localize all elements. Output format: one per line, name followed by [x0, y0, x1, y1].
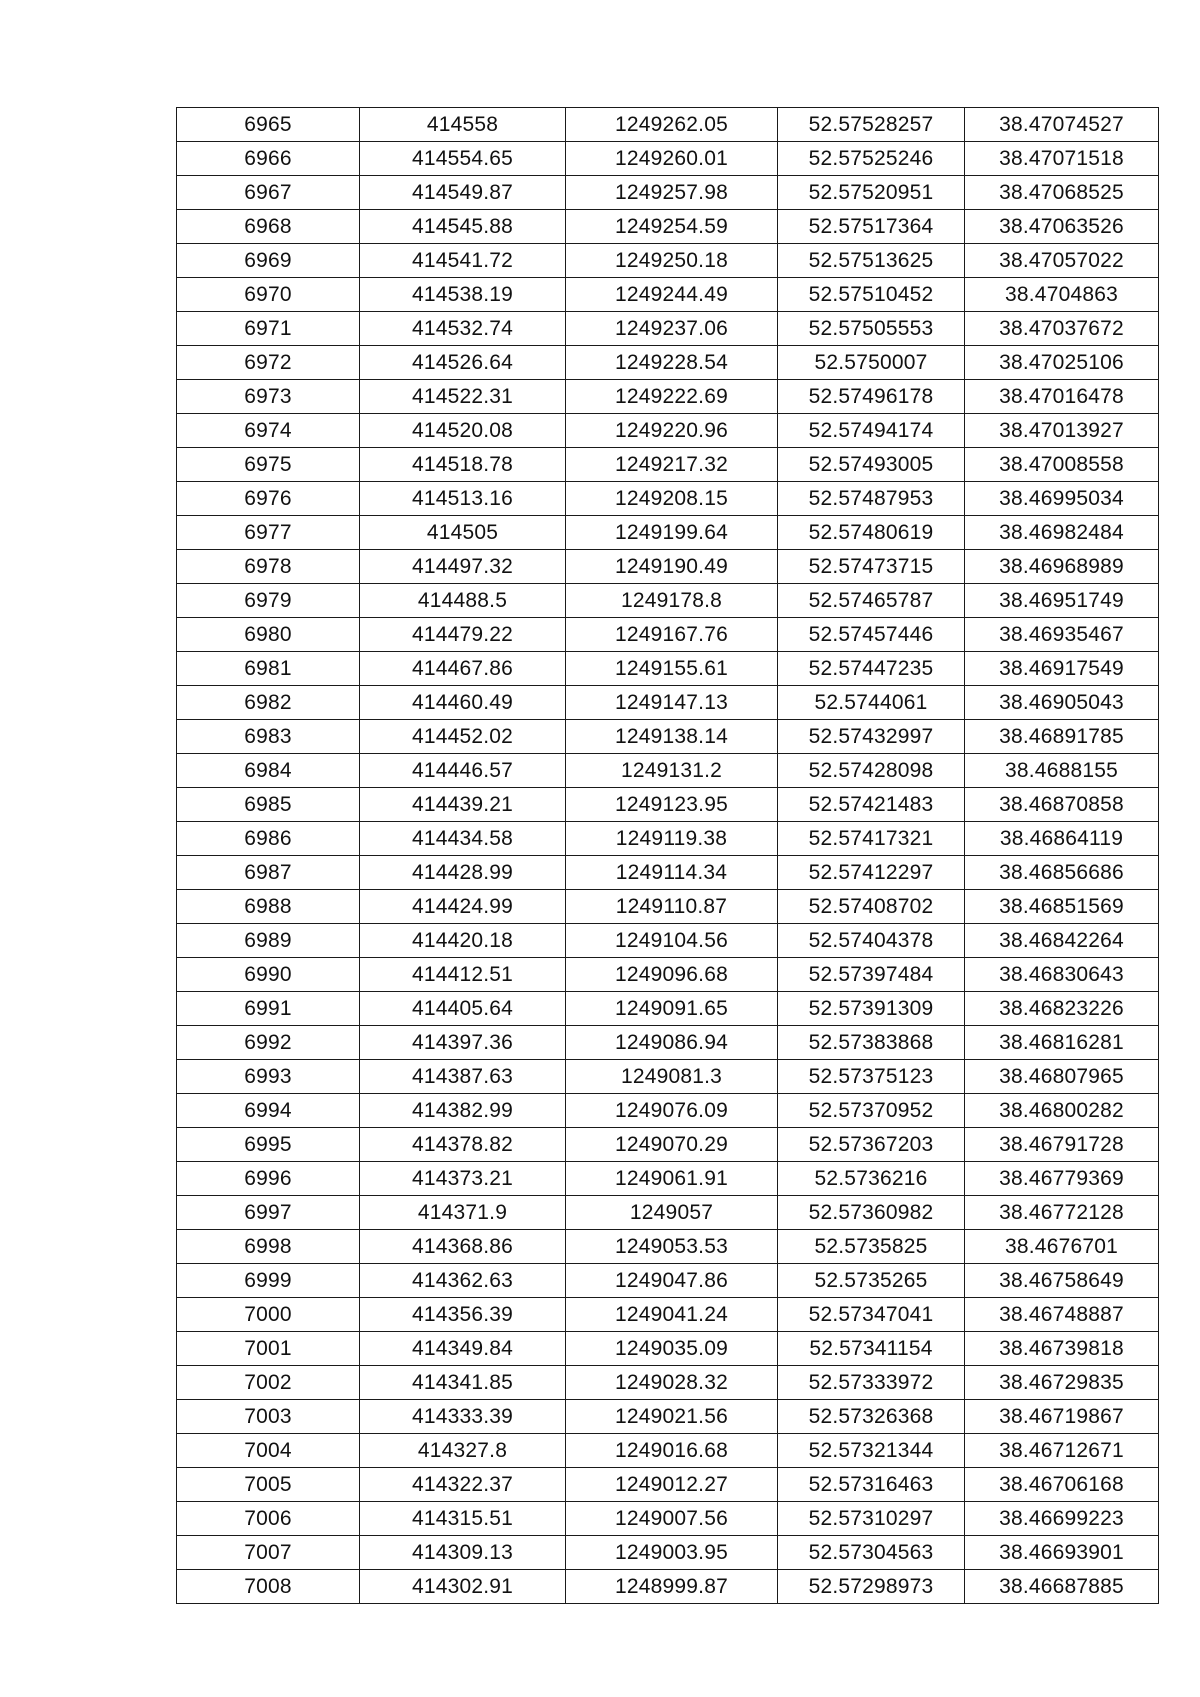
point-number-cell: 6974 [177, 414, 360, 448]
y-coordinate-cell: 1249257.98 [566, 176, 778, 210]
y-coordinate-cell: 1249262.05 [566, 108, 778, 142]
table-row [177, 448, 1159, 482]
point-number-cell: 6994 [177, 1094, 360, 1128]
longitude-cell: 38.46699223 [965, 1502, 1159, 1536]
coordinate-table [176, 107, 1159, 1604]
table-row [177, 652, 1159, 686]
point-number-cell: 6983 [177, 720, 360, 754]
y-coordinate-cell: 1249190.49 [566, 550, 778, 584]
table-row [177, 278, 1159, 312]
x-coordinate-cell: 414497.32 [360, 550, 566, 584]
longitude-cell: 38.46791728 [965, 1128, 1159, 1162]
y-coordinate-cell: 1249070.29 [566, 1128, 778, 1162]
table-row [177, 1400, 1159, 1434]
longitude-cell: 38.4704863 [965, 278, 1159, 312]
y-coordinate-cell: 1249096.68 [566, 958, 778, 992]
table-row [177, 550, 1159, 584]
table-row [177, 1502, 1159, 1536]
latitude-cell: 52.57428098 [778, 754, 965, 788]
longitude-cell: 38.47013927 [965, 414, 1159, 448]
longitude-cell: 38.47008558 [965, 448, 1159, 482]
point-number-cell: 6970 [177, 278, 360, 312]
point-number-cell: 6998 [177, 1230, 360, 1264]
x-coordinate-cell: 414397.36 [360, 1026, 566, 1060]
latitude-cell: 52.57487953 [778, 482, 965, 516]
point-number-cell: 6988 [177, 890, 360, 924]
table-row [177, 856, 1159, 890]
point-number-cell: 6982 [177, 686, 360, 720]
latitude-cell: 52.57421483 [778, 788, 965, 822]
y-coordinate-cell: 1249057 [566, 1196, 778, 1230]
latitude-cell: 52.57494174 [778, 414, 965, 448]
x-coordinate-cell: 414349.84 [360, 1332, 566, 1366]
x-coordinate-cell: 414341.85 [360, 1366, 566, 1400]
y-coordinate-cell: 1249104.56 [566, 924, 778, 958]
x-coordinate-cell: 414356.39 [360, 1298, 566, 1332]
x-coordinate-cell: 414315.51 [360, 1502, 566, 1536]
longitude-cell: 38.46856686 [965, 856, 1159, 890]
point-number-cell: 6986 [177, 822, 360, 856]
x-coordinate-cell: 414387.63 [360, 1060, 566, 1094]
y-coordinate-cell: 1249041.24 [566, 1298, 778, 1332]
longitude-cell: 38.46830643 [965, 958, 1159, 992]
point-number-cell: 7007 [177, 1536, 360, 1570]
table-row [177, 1060, 1159, 1094]
longitude-cell: 38.46719867 [965, 1400, 1159, 1434]
table-row [177, 1434, 1159, 1468]
longitude-cell: 38.47071518 [965, 142, 1159, 176]
longitude-cell: 38.46905043 [965, 686, 1159, 720]
longitude-cell: 38.46951749 [965, 584, 1159, 618]
longitude-cell: 38.46693901 [965, 1536, 1159, 1570]
latitude-cell: 52.5735825 [778, 1230, 965, 1264]
latitude-cell: 52.57298973 [778, 1570, 965, 1604]
point-number-cell: 6997 [177, 1196, 360, 1230]
table-row [177, 1230, 1159, 1264]
table-row [177, 142, 1159, 176]
point-number-cell: 6987 [177, 856, 360, 890]
latitude-cell: 52.57513625 [778, 244, 965, 278]
latitude-cell: 52.5735265 [778, 1264, 965, 1298]
y-coordinate-cell: 1249260.01 [566, 142, 778, 176]
table-row [177, 1468, 1159, 1502]
y-coordinate-cell: 1249091.65 [566, 992, 778, 1026]
x-coordinate-cell: 414479.22 [360, 618, 566, 652]
latitude-cell: 52.57525246 [778, 142, 965, 176]
y-coordinate-cell: 1249012.27 [566, 1468, 778, 1502]
latitude-cell: 52.5744061 [778, 686, 965, 720]
y-coordinate-cell: 1249076.09 [566, 1094, 778, 1128]
table-row [177, 1162, 1159, 1196]
longitude-cell: 38.46807965 [965, 1060, 1159, 1094]
y-coordinate-cell: 1249155.61 [566, 652, 778, 686]
longitude-cell: 38.46891785 [965, 720, 1159, 754]
longitude-cell: 38.46968989 [965, 550, 1159, 584]
point-number-cell: 7005 [177, 1468, 360, 1502]
point-number-cell: 6969 [177, 244, 360, 278]
latitude-cell: 52.57412297 [778, 856, 965, 890]
y-coordinate-cell: 1249147.13 [566, 686, 778, 720]
y-coordinate-cell: 1249228.54 [566, 346, 778, 380]
latitude-cell: 52.5750007 [778, 346, 965, 380]
latitude-cell: 52.57375123 [778, 1060, 965, 1094]
table-row [177, 346, 1159, 380]
longitude-cell: 38.46870858 [965, 788, 1159, 822]
table-row [177, 414, 1159, 448]
y-coordinate-cell: 1249123.95 [566, 788, 778, 822]
y-coordinate-cell: 1249217.32 [566, 448, 778, 482]
latitude-cell: 52.57473715 [778, 550, 965, 584]
x-coordinate-cell: 414446.57 [360, 754, 566, 788]
point-number-cell: 6992 [177, 1026, 360, 1060]
longitude-cell: 38.46800282 [965, 1094, 1159, 1128]
y-coordinate-cell: 1249244.49 [566, 278, 778, 312]
point-number-cell: 6985 [177, 788, 360, 822]
y-coordinate-cell: 1249021.56 [566, 1400, 778, 1434]
latitude-cell: 52.57360982 [778, 1196, 965, 1230]
point-number-cell: 7008 [177, 1570, 360, 1604]
latitude-cell: 52.57304563 [778, 1536, 965, 1570]
latitude-cell: 52.57397484 [778, 958, 965, 992]
latitude-cell: 52.57520951 [778, 176, 965, 210]
x-coordinate-cell: 414412.51 [360, 958, 566, 992]
latitude-cell: 52.57326368 [778, 1400, 965, 1434]
longitude-cell: 38.4676701 [965, 1230, 1159, 1264]
y-coordinate-cell: 1249016.68 [566, 1434, 778, 1468]
x-coordinate-cell: 414428.99 [360, 856, 566, 890]
latitude-cell: 52.57417321 [778, 822, 965, 856]
x-coordinate-cell: 414439.21 [360, 788, 566, 822]
x-coordinate-cell: 414541.72 [360, 244, 566, 278]
table-row [177, 1298, 1159, 1332]
y-coordinate-cell: 1249237.06 [566, 312, 778, 346]
table-row [177, 244, 1159, 278]
point-number-cell: 6993 [177, 1060, 360, 1094]
table-row [177, 108, 1159, 142]
y-coordinate-cell: 1249131.2 [566, 754, 778, 788]
y-coordinate-cell: 1249081.3 [566, 1060, 778, 1094]
x-coordinate-cell: 414434.58 [360, 822, 566, 856]
latitude-cell: 52.57333972 [778, 1366, 965, 1400]
point-number-cell: 6980 [177, 618, 360, 652]
longitude-cell: 38.46842264 [965, 924, 1159, 958]
longitude-cell: 38.46823226 [965, 992, 1159, 1026]
latitude-cell: 52.57517364 [778, 210, 965, 244]
x-coordinate-cell: 414513.16 [360, 482, 566, 516]
y-coordinate-cell: 1249254.59 [566, 210, 778, 244]
x-coordinate-cell: 414373.21 [360, 1162, 566, 1196]
table-row [177, 380, 1159, 414]
longitude-cell: 38.4688155 [965, 754, 1159, 788]
latitude-cell: 52.57408702 [778, 890, 965, 924]
coordinate-table-body [177, 108, 1159, 1604]
latitude-cell: 52.57321344 [778, 1434, 965, 1468]
longitude-cell: 38.46935467 [965, 618, 1159, 652]
latitude-cell: 52.57465787 [778, 584, 965, 618]
latitude-cell: 52.57480619 [778, 516, 965, 550]
x-coordinate-cell: 414405.64 [360, 992, 566, 1026]
longitude-cell: 38.46687885 [965, 1570, 1159, 1604]
longitude-cell: 38.46864119 [965, 822, 1159, 856]
x-coordinate-cell: 414378.82 [360, 1128, 566, 1162]
point-number-cell: 6976 [177, 482, 360, 516]
table-row [177, 822, 1159, 856]
longitude-cell: 38.46851569 [965, 890, 1159, 924]
table-row [177, 1570, 1159, 1604]
y-coordinate-cell: 1249199.64 [566, 516, 778, 550]
x-coordinate-cell: 414558 [360, 108, 566, 142]
x-coordinate-cell: 414549.87 [360, 176, 566, 210]
longitude-cell: 38.46772128 [965, 1196, 1159, 1230]
x-coordinate-cell: 414327.8 [360, 1434, 566, 1468]
x-coordinate-cell: 414460.49 [360, 686, 566, 720]
point-number-cell: 6991 [177, 992, 360, 1026]
x-coordinate-cell: 414371.9 [360, 1196, 566, 1230]
x-coordinate-cell: 414545.88 [360, 210, 566, 244]
table-row [177, 754, 1159, 788]
y-coordinate-cell: 1249220.96 [566, 414, 778, 448]
y-coordinate-cell: 1249028.32 [566, 1366, 778, 1400]
point-number-cell: 6995 [177, 1128, 360, 1162]
point-number-cell: 6977 [177, 516, 360, 550]
x-coordinate-cell: 414488.5 [360, 584, 566, 618]
point-number-cell: 6967 [177, 176, 360, 210]
longitude-cell: 38.47057022 [965, 244, 1159, 278]
point-number-cell: 6989 [177, 924, 360, 958]
table-row [177, 312, 1159, 346]
table-row [177, 482, 1159, 516]
point-number-cell: 7000 [177, 1298, 360, 1332]
latitude-cell: 52.57510452 [778, 278, 965, 312]
longitude-cell: 38.47025106 [965, 346, 1159, 380]
y-coordinate-cell: 1249035.09 [566, 1332, 778, 1366]
x-coordinate-cell: 414467.86 [360, 652, 566, 686]
y-coordinate-cell: 1249208.15 [566, 482, 778, 516]
longitude-cell: 38.46729835 [965, 1366, 1159, 1400]
y-coordinate-cell: 1249222.69 [566, 380, 778, 414]
y-coordinate-cell: 1249178.8 [566, 584, 778, 618]
y-coordinate-cell: 1249053.53 [566, 1230, 778, 1264]
x-coordinate-cell: 414362.63 [360, 1264, 566, 1298]
x-coordinate-cell: 414520.08 [360, 414, 566, 448]
x-coordinate-cell: 414322.37 [360, 1468, 566, 1502]
point-number-cell: 7004 [177, 1434, 360, 1468]
table-row [177, 1536, 1159, 1570]
y-coordinate-cell: 1249138.14 [566, 720, 778, 754]
x-coordinate-cell: 414302.91 [360, 1570, 566, 1604]
point-number-cell: 6966 [177, 142, 360, 176]
table-row [177, 686, 1159, 720]
latitude-cell: 52.57404378 [778, 924, 965, 958]
point-number-cell: 6990 [177, 958, 360, 992]
latitude-cell: 52.5736216 [778, 1162, 965, 1196]
table-row [177, 1264, 1159, 1298]
longitude-cell: 38.46758649 [965, 1264, 1159, 1298]
latitude-cell: 52.57310297 [778, 1502, 965, 1536]
latitude-cell: 52.57432997 [778, 720, 965, 754]
y-coordinate-cell: 1249061.91 [566, 1162, 778, 1196]
table-row [177, 1128, 1159, 1162]
table-row [177, 1366, 1159, 1400]
longitude-cell: 38.46995034 [965, 482, 1159, 516]
table-row [177, 924, 1159, 958]
point-number-cell: 6965 [177, 108, 360, 142]
longitude-cell: 38.46779369 [965, 1162, 1159, 1196]
y-coordinate-cell: 1248999.87 [566, 1570, 778, 1604]
table-row [177, 958, 1159, 992]
y-coordinate-cell: 1249167.76 [566, 618, 778, 652]
latitude-cell: 52.57493005 [778, 448, 965, 482]
latitude-cell: 52.57457446 [778, 618, 965, 652]
point-number-cell: 6999 [177, 1264, 360, 1298]
x-coordinate-cell: 414382.99 [360, 1094, 566, 1128]
point-number-cell: 6979 [177, 584, 360, 618]
point-number-cell: 7003 [177, 1400, 360, 1434]
table-row [177, 584, 1159, 618]
longitude-cell: 38.47074527 [965, 108, 1159, 142]
point-number-cell: 6975 [177, 448, 360, 482]
latitude-cell: 52.57447235 [778, 652, 965, 686]
x-coordinate-cell: 414532.74 [360, 312, 566, 346]
latitude-cell: 52.57347041 [778, 1298, 965, 1332]
table-row [177, 516, 1159, 550]
point-number-cell: 7006 [177, 1502, 360, 1536]
table-row [177, 1094, 1159, 1128]
table-row [177, 210, 1159, 244]
longitude-cell: 38.46712671 [965, 1434, 1159, 1468]
y-coordinate-cell: 1249086.94 [566, 1026, 778, 1060]
longitude-cell: 38.47068525 [965, 176, 1159, 210]
y-coordinate-cell: 1249114.34 [566, 856, 778, 890]
latitude-cell: 52.57370952 [778, 1094, 965, 1128]
point-number-cell: 6978 [177, 550, 360, 584]
x-coordinate-cell: 414554.65 [360, 142, 566, 176]
longitude-cell: 38.46917549 [965, 652, 1159, 686]
y-coordinate-cell: 1249003.95 [566, 1536, 778, 1570]
x-coordinate-cell: 414526.64 [360, 346, 566, 380]
y-coordinate-cell: 1249110.87 [566, 890, 778, 924]
table-row [177, 1196, 1159, 1230]
latitude-cell: 52.57505553 [778, 312, 965, 346]
longitude-cell: 38.47037672 [965, 312, 1159, 346]
y-coordinate-cell: 1249250.18 [566, 244, 778, 278]
x-coordinate-cell: 414522.31 [360, 380, 566, 414]
table-row [177, 992, 1159, 1026]
point-number-cell: 7001 [177, 1332, 360, 1366]
point-number-cell: 6996 [177, 1162, 360, 1196]
point-number-cell: 7002 [177, 1366, 360, 1400]
point-number-cell: 6981 [177, 652, 360, 686]
latitude-cell: 52.57316463 [778, 1468, 965, 1502]
x-coordinate-cell: 414333.39 [360, 1400, 566, 1434]
latitude-cell: 52.57383868 [778, 1026, 965, 1060]
x-coordinate-cell: 414424.99 [360, 890, 566, 924]
x-coordinate-cell: 414452.02 [360, 720, 566, 754]
x-coordinate-cell: 414538.19 [360, 278, 566, 312]
y-coordinate-cell: 1249047.86 [566, 1264, 778, 1298]
longitude-cell: 38.47016478 [965, 380, 1159, 414]
point-number-cell: 6973 [177, 380, 360, 414]
x-coordinate-cell: 414505 [360, 516, 566, 550]
table-row [177, 1026, 1159, 1060]
table-row [177, 720, 1159, 754]
point-number-cell: 6968 [177, 210, 360, 244]
latitude-cell: 52.57496178 [778, 380, 965, 414]
x-coordinate-cell: 414309.13 [360, 1536, 566, 1570]
table-row [177, 618, 1159, 652]
longitude-cell: 38.46706168 [965, 1468, 1159, 1502]
point-number-cell: 6984 [177, 754, 360, 788]
y-coordinate-cell: 1249119.38 [566, 822, 778, 856]
longitude-cell: 38.46816281 [965, 1026, 1159, 1060]
longitude-cell: 38.47063526 [965, 210, 1159, 244]
x-coordinate-cell: 414420.18 [360, 924, 566, 958]
longitude-cell: 38.46739818 [965, 1332, 1159, 1366]
table-row [177, 1332, 1159, 1366]
latitude-cell: 52.57528257 [778, 108, 965, 142]
latitude-cell: 52.57341154 [778, 1332, 965, 1366]
point-number-cell: 6971 [177, 312, 360, 346]
point-number-cell: 6972 [177, 346, 360, 380]
latitude-cell: 52.57391309 [778, 992, 965, 1026]
latitude-cell: 52.57367203 [778, 1128, 965, 1162]
table-row [177, 176, 1159, 210]
table-row [177, 788, 1159, 822]
longitude-cell: 38.46982484 [965, 516, 1159, 550]
x-coordinate-cell: 414368.86 [360, 1230, 566, 1264]
longitude-cell: 38.46748887 [965, 1298, 1159, 1332]
table-row [177, 890, 1159, 924]
y-coordinate-cell: 1249007.56 [566, 1502, 778, 1536]
x-coordinate-cell: 414518.78 [360, 448, 566, 482]
